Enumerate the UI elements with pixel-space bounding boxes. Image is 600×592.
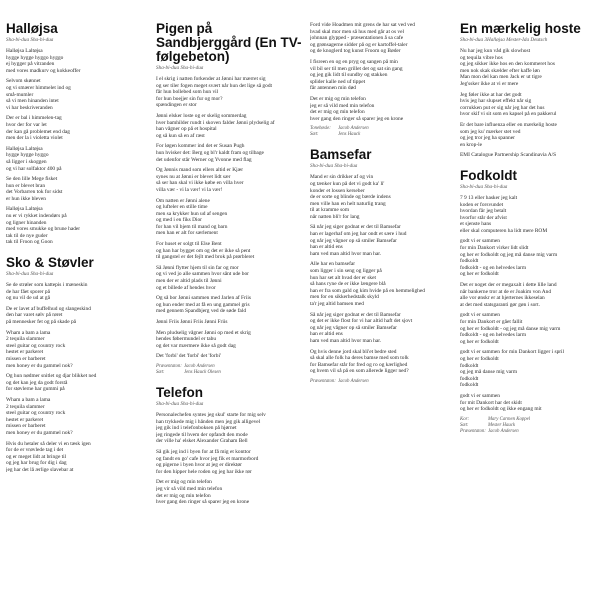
lyric-line: Der er bal i himmelen-tag xyxy=(6,115,62,122)
song-title: Bamsefar xyxy=(310,147,372,163)
lyric-line: han trykkede mig i hånden men jeg gik alligevel xyxy=(156,418,261,425)
lyric-line: Wham a bam a lama xyxy=(6,396,51,403)
verse xyxy=(6,78,144,111)
lyric-line: Er det bare influenza eller en mærkelig hoste xyxy=(460,121,557,128)
lyric-line: johnnan glypped - præsentationen å sa cafe xyxy=(310,35,404,42)
lyric-line: når natten bli'r for lang xyxy=(310,213,360,220)
song-subtitle: Sha-bi-dua Sha-bi-dua xyxy=(6,271,54,278)
lyric-line: hendes føbermundel er tabu xyxy=(156,336,217,343)
lyric-line: Se den lille Mege fisket xyxy=(6,176,58,183)
lyric-line: og grønsagerne sidder på og er kartoffel-taler xyxy=(310,41,408,48)
lyric-line: og når jeg vågner op så smiler Bamsefar xyxy=(310,237,397,244)
lyric-line: corrukken put er sig når jeg har det hus xyxy=(460,104,545,111)
lyric-line: og ser tiler fogen meget svært når hun det lige så godt xyxy=(156,82,273,89)
lyric-line: fodkoldt xyxy=(460,382,479,389)
lyric-line: Det er mig og min telefon xyxy=(156,479,212,486)
lyric-line: 2 tequila slammer xyxy=(6,403,45,410)
lyric-line: Så når jeg siger godnat er det til Bamsefar xyxy=(310,224,401,231)
lyric-line: jeg vir så vild med min telefon xyxy=(156,485,223,492)
lyric-line: missen er barberet xyxy=(6,355,46,362)
song-title: Sko & Støvler xyxy=(6,255,94,271)
credit-row xyxy=(310,132,446,138)
lyric-line: Man mon del kan men Jack er ut tigre xyxy=(460,74,542,81)
lyric-line: det Vorbarren tok for sidst xyxy=(6,189,63,196)
verse xyxy=(310,261,446,307)
lyric-line: og det kan jeg da godt forstå xyxy=(6,379,68,386)
lyric-line: men der er altid plads til Jønni xyxy=(156,278,222,285)
lyric-line: tak til de nye guder xyxy=(6,232,48,239)
lyric-line: Og hvis denne jord skal bli'et bedre sted xyxy=(310,348,397,355)
lyric-line: for mit Dankort har det skidt xyxy=(460,399,522,406)
credit-name: Mary Carmen Koppel xyxy=(488,416,531,422)
lyric-line: Ford vide Hoadmen mit grens de har sat ved ved xyxy=(310,22,415,28)
lyric-line: og er meget lidt at bringe til xyxy=(6,453,67,460)
song-title: En mærkelig hoste xyxy=(460,21,581,36)
verse xyxy=(310,349,446,375)
lyric-line: hun har set alt hvad der er sket xyxy=(310,274,377,281)
lyric-line: så ser han skal vi ikke købe en villa hver xyxy=(156,180,244,187)
credit-name: Jacob Andersen xyxy=(184,363,215,369)
song-bamsefar xyxy=(310,148,446,385)
lyric-line: og pigerne i byen hvor at jeg er direktør xyxy=(156,462,242,469)
verse xyxy=(156,479,302,505)
lyric-line: og det er ikke flost for vi har altid haft det sjovt xyxy=(310,318,413,325)
lyric-line: jeg gik ind i telefonboksen på hjørnet xyxy=(156,425,237,432)
lyric-line: tak til Froon og Goon xyxy=(6,239,53,246)
lyric-line: hvorfor står der afvist xyxy=(460,214,507,221)
lyric-line: vil bil ser til men grillet det og sat sin gang xyxy=(310,65,403,72)
lyric-line: og her er fodkoldt - og jeg må danse mig varm xyxy=(460,325,561,332)
verse xyxy=(460,152,594,159)
lyric-line: nu er vi rykket indendørs på xyxy=(6,213,67,220)
lyric-line: vi har beskriveranden xyxy=(6,104,53,111)
lyric-line: Så gik jeg ind i byen for at få mig et konttor xyxy=(156,448,251,455)
lyric-line: for han vil bjem til mand og barn xyxy=(156,223,228,230)
song-credits xyxy=(156,364,302,376)
lyric-line: den har varet sølv på røret xyxy=(6,312,63,319)
verse xyxy=(6,176,144,202)
verse xyxy=(6,397,144,437)
lyric-line: fodkoldt xyxy=(460,375,479,382)
lyric-line: med gennem Spandbjerg ved de søde fald xyxy=(156,308,247,315)
verse xyxy=(460,195,594,235)
lyric-line: hun hvisker det: Berg og bl'r kaldt fram og tilbage xyxy=(156,149,264,156)
credit-row xyxy=(156,370,302,376)
lyric-line: Det 'forbi' det 'forbi' det 'forbi' xyxy=(156,353,221,360)
verse xyxy=(460,349,594,389)
verse xyxy=(6,206,144,246)
credit-row xyxy=(310,379,446,385)
lyric-line: og fandt en go' cafe hvor jeg fik et marmorbord xyxy=(156,455,259,462)
lyric-line: og her er fodkoldt xyxy=(460,355,499,362)
verse xyxy=(156,330,302,350)
lyric-line: For løgen kommer ind det er Susan Pugh xyxy=(156,143,245,150)
lyric-line: og ligner hinanden xyxy=(6,219,47,226)
song-subtitle: Sha-bi-dua Sha-bi-dua xyxy=(156,65,204,71)
lyric-line: missen er barberet xyxy=(6,423,46,430)
lyric-line: men han er alt for særlement xyxy=(156,230,218,237)
song-title: Telefon xyxy=(156,384,203,400)
lyric-line: synes nu at Jønni er blevet lidt sær xyxy=(156,173,231,180)
verse xyxy=(6,115,144,141)
lyric-line: eller skal computeren ha lidt mere ROM xyxy=(460,227,548,234)
credit-role: Sæt: xyxy=(310,132,319,138)
lyric-line: hver bamhilder rundt i skoven falder Jønni plydselig af xyxy=(156,119,275,126)
lyric-line: når bankerne tror at de er Joakim von And xyxy=(460,288,552,295)
lyric-line: og med i en fiks Dior xyxy=(156,217,202,224)
lyric-line: koden er forsvundet xyxy=(460,201,504,208)
verse xyxy=(156,113,302,139)
lyric-line: for min Dankort er gået fallit xyxy=(460,319,523,325)
lyric-line: for de er vrøvlede tag i det xyxy=(6,447,64,454)
lyric-line: fodkoldt - og en helvedes larm xyxy=(460,264,527,271)
lyric-line: Selvom skønnet xyxy=(6,78,41,85)
lyric-line: og vi smærer himmelet ind og xyxy=(6,84,71,91)
lyric-line: til at kramme som xyxy=(310,207,350,214)
lyric-line: hver gang den ringer så sparer jeg en krone xyxy=(310,115,404,122)
lyric-line: som jeg ku' mærker stet ved xyxy=(460,128,521,135)
verse xyxy=(460,393,594,413)
lyric-line: for Bamsefar står for fred og ro og kærlighed xyxy=(310,361,408,368)
lyric-line: hestet er parkeret xyxy=(6,349,44,356)
credit-role: Kor: xyxy=(460,416,470,422)
verse xyxy=(310,96,446,122)
lyric-line: Så Jønni flytter hjem til sin far og mor xyxy=(156,264,239,271)
lyric-line: I el skrig i natten forkender at Jønni har mærret sig xyxy=(156,76,266,82)
lyric-line: og et billede af hendes hvor xyxy=(156,284,216,291)
lyric-line: med vores madkurv og kokkeoffer xyxy=(6,67,81,74)
verse xyxy=(156,198,302,238)
verse xyxy=(156,353,302,360)
lyric-line: ham ved man altid hvor man har. xyxy=(310,337,382,344)
lyric-line: et sjenste hans xyxy=(460,221,492,228)
lyric-line: så skal alle folk ha deres bamse med som tolk xyxy=(310,355,409,362)
lyric-line: EMI Catalogue Partnership Scandinavia A/S xyxy=(460,152,557,159)
song-credits xyxy=(460,417,594,435)
lyric-line: og vi ved jo alle sammen hvor sånt ude bor xyxy=(156,271,249,278)
lyric-line: får hun bollebed som hun vil xyxy=(156,89,219,96)
lyric-line: hun er blevet bran xyxy=(6,182,46,189)
lyric-line: hvor der for var let xyxy=(6,121,47,128)
lyric-line: så vi men hinanden intet xyxy=(6,98,59,105)
verse xyxy=(460,48,594,88)
lyric-line: og det var mærmere ikke så godt dag xyxy=(156,342,236,349)
lyric-line: konder et lossen kerseber xyxy=(310,187,365,194)
lyric-line: godt vi er sammen for min Dankort ligger i spril xyxy=(460,349,565,356)
lyric-line: med vores smukke og brune hader xyxy=(6,226,81,233)
song-fodkoldt xyxy=(460,169,594,435)
lyric-line: og når jeg vågner op så smiler Bamsefar xyxy=(310,324,397,331)
verse xyxy=(156,449,302,475)
lyric-line: Men pludselig vågner Jønni op med et skrig xyxy=(156,329,251,336)
lyric-line: steel guitar og country rock xyxy=(6,342,66,349)
lyric-line: Jønni Friis Jønni Friis Jønni Friis xyxy=(156,319,228,325)
lyric-line: til gangstel er det fejlt med brok på prørbleret xyxy=(156,254,255,261)
lyric-line: De er lavet af buffelhud og slangeskind xyxy=(6,305,91,312)
song-title: Halløjsa xyxy=(6,21,58,36)
lyric-line: for min Dankort virker lidt slidt xyxy=(460,245,529,252)
song-title: Pigen på Sandbjerggård (En TV-følgebeton) xyxy=(156,21,302,64)
verse xyxy=(6,146,144,172)
lyric-line: der ville ha' elsket Alexander Graham Bell xyxy=(156,438,248,445)
song-subtitle: Sha-bi-dua Sha-bi-dua xyxy=(156,400,204,407)
verse xyxy=(6,282,144,302)
lyric-line: for den hipper hele roden og jeg har ikke rør xyxy=(156,468,252,475)
song-subtitle: Sha-bi-dua Sha-bi-dua xyxy=(310,163,358,170)
lyric-line: som ligger i sin seng og ligger på xyxy=(310,268,382,275)
lyric-line: Jeg'ssker ikke at vi er mere xyxy=(460,80,519,87)
verse xyxy=(156,143,302,163)
lyric-line: de har fået sporer på xyxy=(6,288,50,295)
lyric-line: ta'r jeg altid bamsen med xyxy=(310,301,364,307)
song-title: Fodkoldt xyxy=(460,167,517,183)
lyric-line: godt vi er sammen xyxy=(460,312,500,319)
lyric-line: hvis jeg har slupset effekt når sig xyxy=(460,98,532,105)
lyric-line: og jeg har brug for dig i dag xyxy=(6,460,67,467)
lyric-line: for støvlerne har gummi på xyxy=(6,386,65,393)
lyric-line: Halløjsa Laltøjsa xyxy=(6,48,43,54)
verse xyxy=(460,282,594,308)
lyric-line: og tænker kun på det vi godt ka' li' xyxy=(310,180,385,187)
lyric-line: Og hun nødmer snitlet og djar blikket ned xyxy=(6,373,97,380)
lyric-line: Det er noget der er megaxalt i dette lille land xyxy=(460,282,557,289)
verse xyxy=(6,306,144,326)
lyric-line: og lufteler en stille time xyxy=(156,204,208,211)
song-telefon xyxy=(156,386,302,506)
verse xyxy=(310,224,446,257)
lyric-line: og vi har solfaktor 400 på xyxy=(6,165,62,172)
lyric-line: steel guitar og country rock xyxy=(6,410,66,417)
lyric-line: små-mumler xyxy=(6,91,34,98)
verse xyxy=(156,76,302,109)
lyric-line: for hun boejjer sin fur og mor? xyxy=(156,95,223,102)
verse xyxy=(6,441,144,474)
lyric-line: og så kun så en af ræst xyxy=(156,132,205,139)
lyric-line: Så når jeg siger godnat er det til Bamsefar xyxy=(310,311,401,318)
credit-name: Jens Hauck xyxy=(338,132,361,138)
lyric-line: og jeg må danse mig varm xyxy=(460,369,518,376)
lyric-line: fodkoldt xyxy=(460,258,479,265)
lyric-line: villa vær - vi la vær! vi la vær! xyxy=(156,186,223,193)
verse xyxy=(156,167,302,193)
lyric-line: Halløjsa Laltøjsa xyxy=(6,206,43,213)
lyric-line: 2 tequila slammer xyxy=(6,336,45,343)
credit-role: Sæt: xyxy=(156,369,165,375)
verse xyxy=(460,312,594,345)
credit-role: Sæt: xyxy=(460,422,469,428)
lyric-line: og her er fodkoldt xyxy=(460,338,499,345)
lyric-line: Og Jønnis mand som ellers altid er Kjær xyxy=(156,167,243,174)
song-pigen xyxy=(156,22,302,376)
lyric-line: han er lagerhaf om jeg har ondt et sære i hud xyxy=(310,231,407,238)
lyric-line: Jønni elsker loste og er skelig sommerdag xyxy=(156,112,247,119)
verse xyxy=(310,174,446,220)
lyric-line: Personalechefen syntes jeg skul' starte for mig selv xyxy=(156,411,266,418)
song-subtitle: Sha-bi-dua Sha-bi-dua xyxy=(6,37,54,43)
lyric-line: jeg har det lå ærlige slavebar at xyxy=(6,466,74,473)
lyric-line: og tequila vibre hos xyxy=(460,54,503,61)
lyric-line: at det med statsgaranti gør gøn i sort. xyxy=(460,301,540,308)
lyric-line: han er altid ens xyxy=(310,331,343,338)
lyric-line: men honey er du gammel nok? xyxy=(6,362,73,369)
lyric-line: får antennen min død xyxy=(310,85,356,92)
song-telefon-cont xyxy=(310,22,446,138)
verse xyxy=(460,92,594,118)
column-3 xyxy=(310,22,446,395)
lyric-line: det er mig og min telefon xyxy=(310,109,365,116)
lyric-line: Jeg føler ikke at har det godt xyxy=(460,91,522,98)
credit-role: Præsentaton: xyxy=(310,378,336,384)
lyric-line: han vågner op på et hospital xyxy=(156,126,217,133)
lyric-line: Om natten er Jønni alene xyxy=(156,197,210,204)
lyric-line: hvor skif vi sit som en kapsel på en pakkerul xyxy=(460,111,557,118)
credit-name: Jacob Andersen xyxy=(338,378,369,384)
lyric-line: fodkoldt - og en helvedes larm xyxy=(460,332,527,339)
verse xyxy=(310,22,446,55)
lyric-line: Mand er sin drikker af og vin xyxy=(310,174,374,181)
lyric-line: Og så bor Jønni sammen med Jarlen af Friis xyxy=(156,295,251,302)
verse xyxy=(6,330,144,370)
lyric-line: hver gang den ringer så sparer jeg en krone xyxy=(156,499,250,506)
credit-name: Jacob Andersen xyxy=(488,428,519,434)
lyric-line: så ligger i skoggen xyxy=(6,158,47,165)
credit-name: Jacob Andersen xyxy=(338,126,369,132)
verse xyxy=(310,312,446,345)
song-subtitle: Sha-bi-dua 3Halløjsa Mester-Ida Deutsch xyxy=(460,37,548,43)
lyric-line: alle vor ønskr er at hjerternes ikkeselan xyxy=(460,295,545,302)
lyric-line: og jeg tror jeg ha spanner xyxy=(460,135,515,142)
lyric-line: I fisreen en og en pryg og sangen på min xyxy=(310,58,398,65)
song-halloejsa xyxy=(6,22,144,246)
lyric-line: godt vi er sammen xyxy=(460,392,500,399)
lyric-line: hvordan får jeg betalt xyxy=(460,208,507,215)
lyric-line: og nu vil de ud at gå xyxy=(6,295,51,302)
verse xyxy=(156,295,302,315)
lyric-line: men nok skak skælder efter kaffe løn xyxy=(460,67,540,74)
lyric-line: og her er fodkoldt og ikke engang mit xyxy=(460,406,542,413)
lyric-line: ham ved man altid hvor man har. xyxy=(310,250,382,257)
song-maerkelig-hoste xyxy=(460,22,594,159)
lyric-line: For huset er solgt til Else Bent xyxy=(156,241,222,248)
lyric-line: det udenfor står Werner og Yvonne med flag xyxy=(156,156,252,163)
song-credits xyxy=(310,379,446,385)
lyric-line: fodkoldt xyxy=(460,362,479,369)
lyric-line: men der la i violetta violet xyxy=(6,135,63,142)
lyric-line: og jeg gik lidt til sundby og stakken xyxy=(310,72,388,79)
lyric-line: ej hygger på vitranden xyxy=(6,61,55,68)
credit-role: Præsentaton: xyxy=(156,363,182,369)
credit-name: Mester Hauck xyxy=(488,422,516,428)
lyric-line: han er fra som gald og kim hvide på en hemmelighed xyxy=(310,287,425,294)
lyric-line: jeg er så vild med min telefon xyxy=(310,102,375,109)
verse xyxy=(156,265,302,291)
lyric-line: og han har bygget om og det er ikke så pent xyxy=(156,247,251,254)
lyric-line: det er mig og min telefon xyxy=(156,492,211,499)
lyric-line: en krop-le xyxy=(460,141,483,148)
lyric-line: og her er fodkoldt xyxy=(460,271,499,278)
column-2 xyxy=(156,22,302,516)
verse xyxy=(156,412,302,445)
lyric-line: men sa krykker hun ud af sengen xyxy=(156,210,228,217)
lyric-line: han er altid ens xyxy=(310,244,343,251)
lyric-line: Halløjsa Laltøjsa xyxy=(6,145,43,152)
lyric-line: men honey er du gammel nok? xyxy=(6,429,73,436)
lyric-line: Hvis du hetaler så deler vi en tæsk igen xyxy=(6,440,91,447)
lyric-line: og hun ender med at få en ung gammel gris xyxy=(156,301,250,308)
song-subtitle: Sha-bi-dua Sha-bi-dua xyxy=(460,183,508,190)
song-credits xyxy=(310,126,446,138)
lyric-line: men for en sikkerhedstalk skyld xyxy=(310,294,379,301)
lyric-line: men ville han en helt naturlig trang xyxy=(310,200,386,207)
lyric-line: og de knoglerd tog kunst Froom og Bøder xyxy=(310,48,401,55)
credit-row xyxy=(460,429,594,435)
verse xyxy=(310,59,446,92)
verse xyxy=(156,319,302,326)
lyric-line: Se de strøler som kattepis i mæneskin xyxy=(6,282,88,289)
lyric-line: så hans ryne de er ikke længere blå xyxy=(310,281,386,288)
lyric-line: på mennesker fet og på skade på xyxy=(6,319,77,325)
lyric-line: der kan gå problemet end dag xyxy=(6,128,70,135)
lyric-line: er hun ikke bleven xyxy=(6,195,46,202)
verse xyxy=(156,241,302,261)
credit-role: Præsentaton: xyxy=(460,428,486,434)
lyric-line: hvad skal mor men så hus med går at os vel xyxy=(310,28,405,35)
credit-name: Jens Hauck Olesen xyxy=(184,369,221,375)
verse xyxy=(460,122,594,148)
lyric-line: jeg ringede til hvem der opfandt den mode xyxy=(156,431,248,438)
lyric-line: og hvem vil så på en som allerede ligger ned? xyxy=(310,368,409,375)
lyric-line: Alle har en bamsefar xyxy=(310,261,356,268)
lyric-line: de er sorte og blinde og bærde indens xyxy=(310,194,391,201)
song-sko-stoevler xyxy=(6,256,144,473)
lyric-line: og jeg sikker ikke hos en den kommeret hos xyxy=(460,61,555,68)
lyric-line: spændingen er stor xyxy=(156,102,197,109)
column-1 xyxy=(6,22,144,483)
lyric-line: og her er fodkoldt og jeg må danse mig varm xyxy=(460,251,558,258)
credit-role: Tonehøsle: xyxy=(310,126,331,132)
verse xyxy=(6,373,144,393)
verse xyxy=(460,238,594,278)
lyric-line: hygge hygge hyggo xyxy=(6,152,49,159)
lyric-line: Wham a bam a lama xyxy=(6,329,51,336)
verse xyxy=(6,48,144,74)
lyric-line: hygge hygge hyggo hyggo xyxy=(6,54,64,61)
lyric-line: 7 9 13 eller hasker jeg kalt xyxy=(460,194,518,201)
lyric-line: hestet er parkeret xyxy=(6,416,44,423)
lyric-line: Det er mig og min telefon xyxy=(310,95,366,102)
lyric-line: splider kalle ned uf tippet xyxy=(310,78,366,85)
lyric-line: Nu har jeg kun våd gik slowhost xyxy=(460,48,531,54)
lyric-line: godt vi er sammen xyxy=(460,238,500,245)
column-4 xyxy=(460,22,594,445)
